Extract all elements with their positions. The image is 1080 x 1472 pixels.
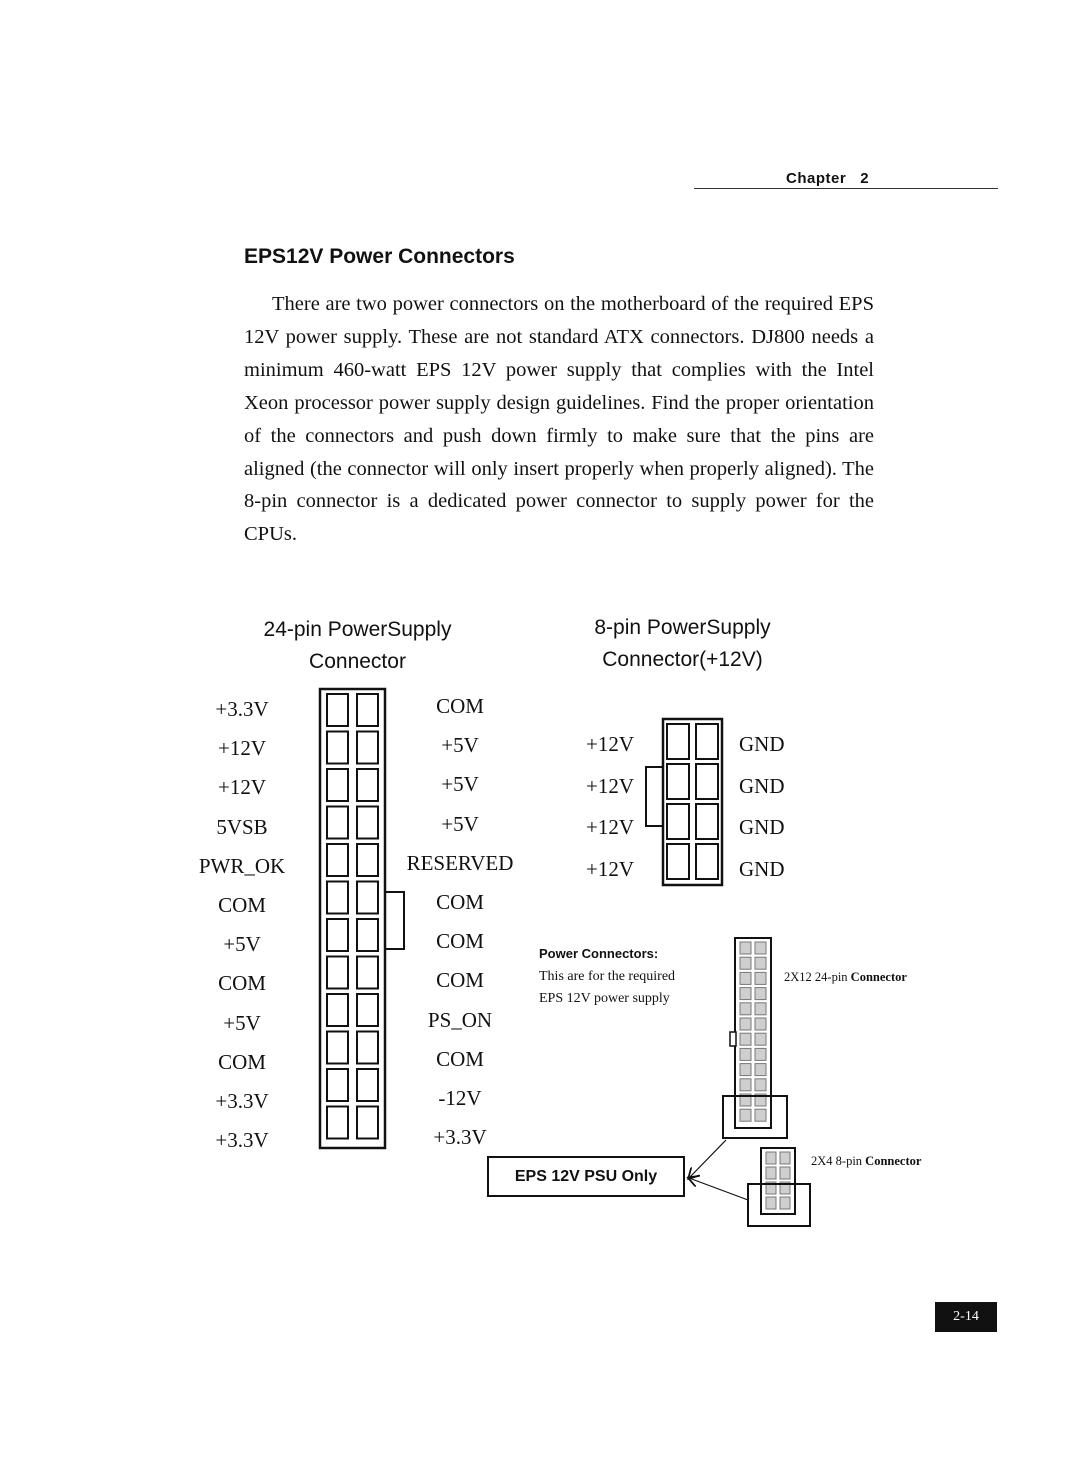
thumb24-pin	[740, 1064, 751, 1076]
pin24-left-label: +3.3V	[215, 697, 269, 721]
thumb8-pin	[780, 1167, 790, 1179]
pin24-cell-right	[357, 844, 378, 876]
pin24-cell-left	[327, 1032, 348, 1064]
pin8-left-label: +12V	[585, 856, 634, 881]
connector8-callout-suffix: Connector	[865, 1154, 922, 1168]
thumb8-pin	[766, 1197, 776, 1209]
pin24-cell-right	[357, 994, 378, 1026]
pin24-cell-left	[327, 844, 348, 876]
pin24-left-label: COM	[218, 893, 266, 917]
pin24-cell-left	[327, 1107, 348, 1139]
pin8-cell-right	[696, 804, 718, 839]
thumb8-pin	[766, 1167, 776, 1179]
pin24-cell-left	[327, 957, 348, 989]
thumb24-pin	[755, 1079, 766, 1091]
pin8-left-label: +12V	[585, 773, 634, 798]
thumb24-pin	[740, 1018, 751, 1030]
connector8-latch	[646, 767, 663, 826]
callout-arrows	[689, 1140, 748, 1200]
thumb24-latch	[730, 1032, 736, 1046]
thumb24-pin	[740, 1109, 751, 1121]
power-connectors-line2: EPS 12V power supply	[539, 991, 670, 1006]
thumb24-pin	[755, 1064, 766, 1076]
thumb24-pin	[740, 988, 751, 1000]
power-connectors-note	[539, 966, 729, 1010]
pin24-cell-right	[357, 1069, 378, 1101]
pin8-cell-left	[667, 804, 689, 839]
pin8-cell-left	[667, 764, 689, 799]
connector8-title-line1: 8-pin PowerSupply	[594, 616, 771, 639]
pin24-cell-right	[357, 1107, 378, 1139]
pin24-cell-right	[357, 957, 378, 989]
thumb24-pin	[740, 1048, 751, 1060]
connector8-thumbnail	[748, 1148, 810, 1226]
pin24-cell-left	[327, 694, 348, 726]
section-title: EPS12V Power Connectors	[244, 245, 515, 268]
thumb24-pin	[740, 957, 751, 969]
thumb24-pin	[755, 1003, 766, 1015]
power-connectors-line1: This are for the required	[539, 969, 676, 984]
connector24-title-line1: 24-pin PowerSupply	[263, 618, 452, 641]
pin24-right-label: +5V	[441, 811, 479, 836]
thumb24-pin	[755, 942, 766, 954]
thumb24-pin	[740, 942, 751, 954]
paragraph-text: There are two power connectors on the motherboard of the required EPS 12V power supply. These are not standard ATX connectors. DJ800 needs a minimum 460-watt EPS 12V power supply that complies with the Intel Xeon processor power supply design guidelines. Find the proper orientation of the connectors and push down firmly to make sure that the pins are aligned (the connector will only insert properly when properly aligned). The 8-pin connector is a dedicated power connector to supply power for the CPUs.	[244, 293, 874, 546]
thumb24-pin	[755, 972, 766, 984]
pin24-left-label: +3.3V	[215, 1128, 269, 1153]
pin24-right-label: COM	[436, 929, 484, 954]
page-number: 2-14	[935, 1302, 997, 1332]
pin24-cell-left	[327, 994, 348, 1026]
pin24-right-label: COM	[436, 890, 484, 914]
pin24-left-label: COM	[218, 971, 266, 996]
pin24-cell-right	[357, 1032, 378, 1064]
pin8-cell-right	[696, 844, 718, 879]
pin24-right-label: PS_ON	[427, 1007, 493, 1032]
thumb8-pin	[780, 1152, 790, 1164]
pin24-right-label: RESERVED	[406, 850, 514, 875]
thumb24-pin	[740, 972, 751, 984]
connector24-title-line2: Connector	[309, 650, 406, 673]
pin24-left-label: 5VSB	[216, 814, 268, 839]
thumb24-pin	[755, 1109, 766, 1121]
pin8-right-label: GND	[739, 815, 785, 839]
pin24-left-label: +3.3V	[215, 1089, 269, 1113]
chapter-label: Chapter 2	[786, 170, 870, 187]
thumb24-pin	[740, 1003, 751, 1015]
thumb24-pin	[755, 988, 766, 1000]
pin24-cell-left	[327, 732, 348, 764]
pin24-left-label: COM	[218, 1049, 266, 1074]
pin24-cell-left	[327, 769, 348, 801]
pin24-right-label: COM	[436, 1046, 484, 1071]
pin8-cell-right	[696, 764, 718, 799]
thumb24-pin	[755, 957, 766, 969]
pin24-cell-left	[327, 1069, 348, 1101]
thumb8-pin	[780, 1197, 790, 1209]
connector24-callout-suffix: Connector	[850, 970, 907, 984]
power-connectors-title: Power Connectors:	[539, 946, 659, 961]
connector24-callout	[784, 970, 907, 985]
pin24-cell-left	[327, 919, 348, 951]
pin24-right-label: COM	[436, 968, 484, 993]
eps-psu-only-label: EPS 12V PSU Only	[487, 1156, 685, 1197]
connector8-callout-prefix: 2X4 8-pin	[811, 1154, 863, 1168]
thumb24-pin	[755, 1033, 766, 1045]
pin8-right-label: GND	[739, 773, 785, 798]
pin24-cell-right	[357, 807, 378, 839]
pin24-cell-right	[357, 694, 378, 726]
thumb24-pin	[740, 1079, 751, 1091]
pin24-left-label: +5V	[223, 932, 261, 957]
pin24-right-label: +3.3V	[433, 1125, 487, 1150]
thumb8-pin	[766, 1152, 776, 1164]
pin8-right-label: GND	[739, 856, 785, 881]
pin24-cell-right	[357, 919, 378, 951]
pin8-cell-left	[667, 724, 689, 759]
pin8-cell-left	[667, 844, 689, 879]
pin24-right-label: +5V	[441, 772, 479, 797]
connector8-callout	[811, 1154, 921, 1169]
thumb24-pin	[755, 1048, 766, 1060]
pin8-right-label: GND	[739, 732, 785, 756]
connector24-housing	[320, 689, 404, 1148]
pin24-left-label: +5V	[223, 1010, 261, 1035]
pin8-left-label: +12V	[585, 815, 634, 839]
pin24-right-label: +5V	[441, 733, 479, 758]
pin24-left-label: +12V	[217, 736, 266, 761]
connector24-latch	[385, 892, 404, 949]
pin24-cell-left	[327, 807, 348, 839]
pin24-right-label: COM	[436, 694, 484, 718]
connector8-housing	[646, 719, 722, 885]
thumb24-pin	[740, 1033, 751, 1045]
pin24-cell-left	[327, 882, 348, 914]
pin24-cell-right	[357, 769, 378, 801]
pin8-cell-right	[696, 724, 718, 759]
pin24-right-label: -12V	[438, 1086, 482, 1110]
thumb24-pin	[755, 1018, 766, 1030]
connector24-thumbnail	[723, 938, 787, 1138]
connector24-callout-prefix: 2X12 24-pin	[784, 970, 848, 984]
connector8-title-line2: Connector(+12V)	[602, 648, 763, 671]
pin24-cell-right	[357, 732, 378, 764]
pin24-left-label: +12V	[217, 775, 266, 800]
pin8-left-label: +12V	[585, 732, 634, 756]
pin24-left-label: PWR_OK	[198, 853, 286, 878]
pin24-cell-right	[357, 882, 378, 914]
